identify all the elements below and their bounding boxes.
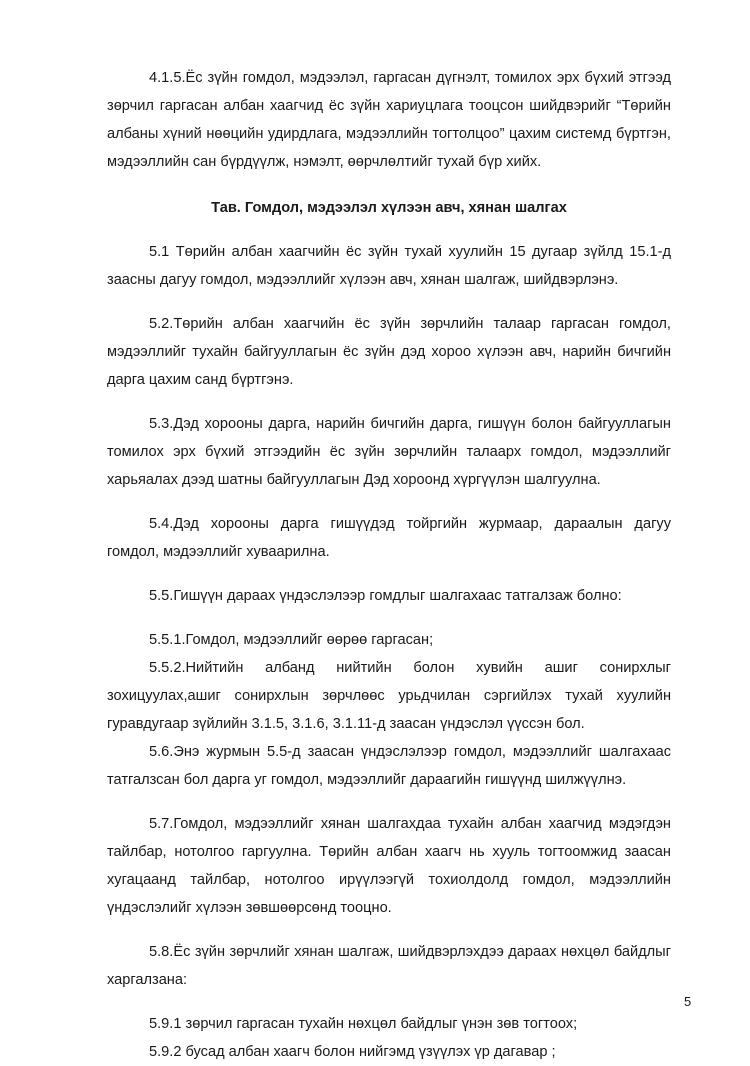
paragraph-5-6: 5.6.Энэ журмын 5.5-д заасан үндэслэлээр гомдол, мэдээллийг шалгахаас татгалзсан бол дарга уг гомдол, мэдээллийг дараагийн гишүүнд шилжүүлнэ. [107,744,671,788]
paragraph-5-8: 5.8.Ёс зүйн зөрчлийг хянан шалгаж, шийдвэрлэхдээ дараах нөхцөл байдлыг харгалзана: [107,944,671,988]
section-heading: Тав. Гомдол, мэдээлэл хүлээн авч, хянан шалгах [211,200,567,216]
paragraph-5-3: 5.3.Дэд хорооны дарга, нарийн бичгийн дарга, гишүүн болон байгууллагын томилох эрх бүхий этгээдийн ёс зүйн зөрчлийн талаарх гомдол, мэдээллийг харьяалах дээд шатны байгууллагын Дэд хороонд хүргүүлэн шалгуулна. [107,416,671,488]
paragraph-4-1-5: 4.1.5.Ёс зүйн гомдол, мэдээлэл, гаргасан дүгнэлт, томилох эрх бүхий этгээд зөрчил гаргасан албан хаагчид ёс зүйн хариуцлага тооцсон шийдвэрийг “Төрийн албаны хүний нөөцийн удирдлага, мэдээллийн тогтолцоо” цахим системд бүртгэн, мэдээллийн сан бүрдүүлж, нэмэлт, өөрчлөлтийг тухай бүр хийх. [107,70,671,170]
paragraph-5-5-2: 5.5.2.Нийтийн албанд нийтийн болон хувийн ашиг сонирхлыг зохицуулах,ашиг сонирхлын зөрчлөөс урьдчилан сэргийлэх тухай хуулийн гуравдугаар зүйлийн 3.1.5, 3.1.6, 3.1.11-д заасан үндэслэл үүссэн бол. [107,660,671,732]
paragraph-5-5: 5.5.Гишүүн дараах үндэслэлээр гомдлыг шалгахаас татгалзаж болно: [149,588,622,604]
paragraph-5-9-2: 5.9.2 бусад албан хаагч болон нийгэмд үзүүлэх үр дагавар ; [149,1044,556,1060]
paragraph-5-5-1: 5.5.1.Гомдол, мэдээллийг өөрөө гаргасан; [149,632,434,648]
paragraph-5-9-1: 5.9.1 зөрчил гаргасан тухайн нөхцөл байдлыг үнэн зөв тогтоох; [149,1016,578,1032]
page-number: 5 [684,994,692,1009]
document-body [107,64,671,1066]
paragraph-5-4: 5.4.Дэд хорооны дарга гишүүдэд тойргийн журмаар, дараалын дагуу гомдол, мэдээллийг хуваарилна. [107,516,671,560]
paragraph-5-2: 5.2.Төрийн албан хаагчийн ёс зүйн зөрчлийн талаар гаргасан гомдол, мэдээллийг тухайн байгууллагын ёс зүйн дэд хороо хүлээн авч, нарийн бичгийн дарга цахим санд бүртгэнэ. [107,316,671,388]
paragraph-5-1: 5.1 Төрийн албан хаагчийн ёс зүйн тухай хуулийн 15 дугаар зүйлд 15.1-д заасны дагуу гомдол, мэдээллийг хүлээн авч, хянан шалгаж, шийдвэрлэнэ. [107,244,671,288]
paragraph-5-7: 5.7.Гомдол, мэдээллийг хянан шалгахдаа тухайн албан хаагчид мэдэгдэн тайлбар, нотолгоо гаргуулна. Төрийн албан хаагч нь хууль тогтоомжид заасан хугацаанд тайлбар, нотолгоо ирүүлээгүй тохиолдолд гомдол, мэдээллийн үндэслэлийг хүлээн зөвшөөрсөнд тооцно. [107,816,671,916]
